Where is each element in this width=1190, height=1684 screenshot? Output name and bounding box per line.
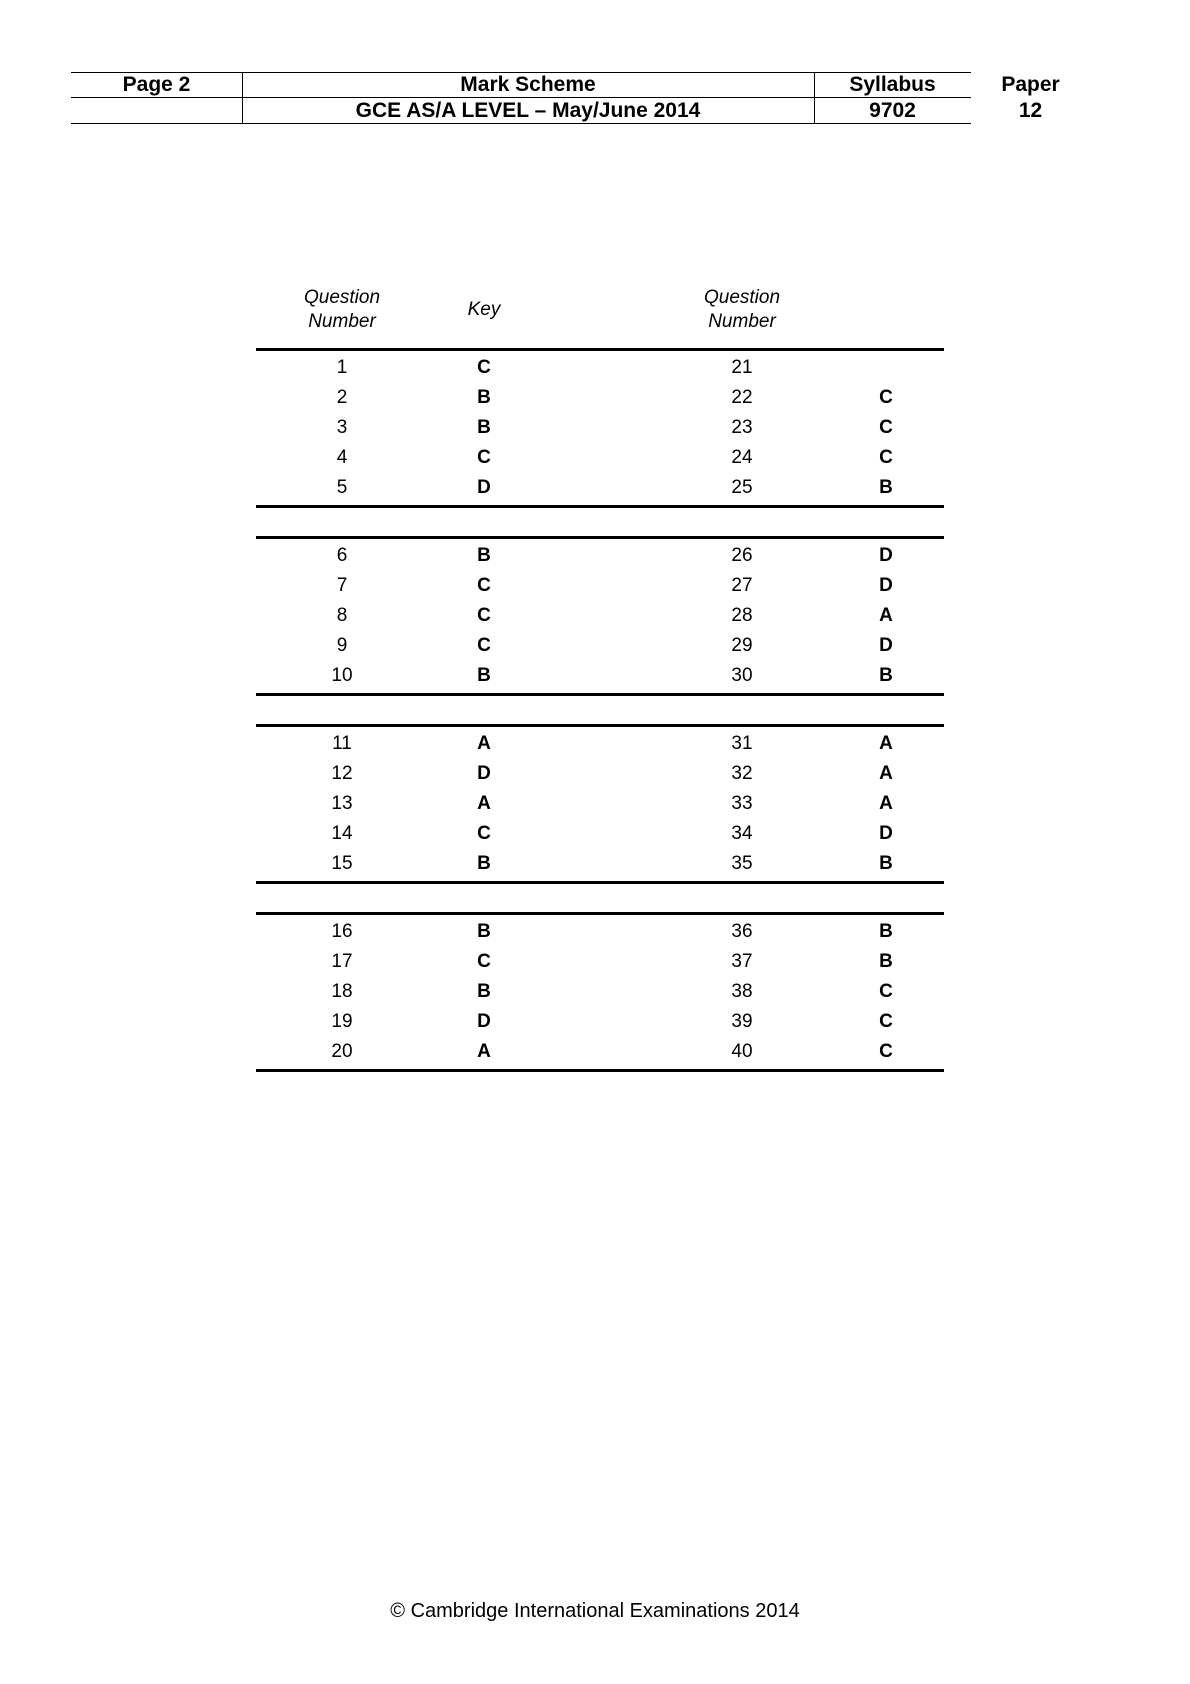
answer-key: A <box>879 763 893 784</box>
question-number-header-2: Question Number <box>703 287 781 332</box>
table-row <box>256 759 944 789</box>
table-header <box>256 286 944 348</box>
header-row-1 <box>71 72 1090 98</box>
answer-key: B <box>477 545 491 566</box>
header-row-2 <box>71 98 1090 124</box>
table-row <box>256 443 944 473</box>
syllabus-label: Syllabus <box>849 73 936 96</box>
syllabus-code: 9702 <box>869 99 916 122</box>
table-row <box>256 789 944 819</box>
question-number: 40 <box>731 1041 753 1062</box>
table-row <box>256 413 944 443</box>
question-number: 39 <box>731 1011 753 1032</box>
answer-key: A <box>477 733 491 754</box>
table-row <box>256 571 944 601</box>
answer-key: A <box>879 793 893 814</box>
question-number: 25 <box>731 477 753 498</box>
answer-key: B <box>879 921 893 942</box>
question-number: 29 <box>731 635 753 656</box>
question-number: 24 <box>731 447 753 468</box>
answer-key: D <box>477 763 491 784</box>
question-number: 31 <box>731 733 753 754</box>
question-number: 8 <box>336 605 348 626</box>
answer-key: B <box>477 981 491 1002</box>
answer-key: C <box>879 417 893 438</box>
question-number: 2 <box>336 387 348 408</box>
answer-key: B <box>879 477 893 498</box>
question-number: 34 <box>731 823 753 844</box>
answer-key-table <box>256 286 944 1072</box>
answer-key: B <box>879 853 893 874</box>
answer-key: C <box>879 387 893 408</box>
question-number: 37 <box>731 951 753 972</box>
answer-key: C <box>477 823 491 844</box>
question-number-header-1: Question Number <box>303 287 381 332</box>
answer-key: D <box>879 545 893 566</box>
question-number: 35 <box>731 853 753 874</box>
question-number: 32 <box>731 763 753 784</box>
question-number: 12 <box>331 763 353 784</box>
question-number: 28 <box>731 605 753 626</box>
exam-subtitle: GCE AS/A LEVEL – May/June 2014 <box>355 99 701 122</box>
table-row <box>256 383 944 413</box>
question-group <box>256 348 944 508</box>
table-row <box>256 541 944 571</box>
question-number: 19 <box>331 1011 353 1032</box>
question-number: 16 <box>331 921 353 942</box>
question-number: 27 <box>731 575 753 596</box>
table-row <box>256 729 944 759</box>
answer-key: D <box>879 575 893 596</box>
answer-key: B <box>879 665 893 686</box>
table-row <box>256 917 944 947</box>
question-number: 13 <box>331 793 353 814</box>
question-number: 38 <box>731 981 753 1002</box>
answer-key: C <box>477 447 491 468</box>
paper-number: 12 <box>1018 99 1043 122</box>
table-row <box>256 1037 944 1067</box>
table-row <box>256 947 944 977</box>
question-number: 22 <box>731 387 753 408</box>
question-number: 11 <box>332 733 352 754</box>
page-header <box>71 72 1090 124</box>
answer-key: C <box>879 981 893 1002</box>
question-number: 17 <box>331 951 353 972</box>
key-header-1: Key <box>467 299 501 320</box>
question-number: 21 <box>731 357 753 378</box>
page-number: Page 2 <box>122 73 191 96</box>
question-number: 4 <box>336 447 348 468</box>
table-row <box>256 819 944 849</box>
question-group <box>256 912 944 1072</box>
question-number: 14 <box>331 823 353 844</box>
question-number: 18 <box>331 981 353 1002</box>
question-number: 20 <box>331 1041 353 1062</box>
table-row <box>256 977 944 1007</box>
question-number: 33 <box>731 793 753 814</box>
paper-label: Paper <box>1001 73 1060 96</box>
answer-key: C <box>477 605 491 626</box>
table-row <box>256 473 944 503</box>
question-number: 36 <box>731 921 753 942</box>
answer-key: B <box>477 387 491 408</box>
copyright-footer: © Cambridge International Examinations 2014 <box>390 1600 800 1622</box>
question-number: 3 <box>336 417 348 438</box>
question-number: 5 <box>336 477 348 498</box>
answer-key: D <box>477 1011 491 1032</box>
table-row <box>256 631 944 661</box>
question-number: 23 <box>731 417 753 438</box>
answer-key: A <box>477 793 491 814</box>
answer-key: C <box>477 575 491 596</box>
answer-key: A <box>477 1041 491 1062</box>
question-number: 30 <box>731 665 753 686</box>
question-group <box>256 536 944 696</box>
table-row <box>256 601 944 631</box>
answer-key: C <box>879 1011 893 1032</box>
table-row <box>256 661 944 691</box>
answer-key: C <box>477 635 491 656</box>
answer-key: A <box>879 733 893 754</box>
question-group <box>256 724 944 884</box>
answer-key: B <box>879 951 893 972</box>
answer-key: B <box>477 921 491 942</box>
answer-key: A <box>879 605 893 626</box>
question-number: 6 <box>336 545 348 566</box>
table-row <box>256 849 944 879</box>
answer-key: C <box>477 951 491 972</box>
answer-key: B <box>477 853 491 874</box>
question-number: 10 <box>331 665 353 686</box>
table-body <box>256 348 944 1072</box>
answer-key: D <box>879 823 893 844</box>
answer-key: C <box>879 447 893 468</box>
answer-key: D <box>879 635 893 656</box>
answer-key: C <box>879 1041 893 1062</box>
question-number: 1 <box>336 357 348 378</box>
answer-key: D <box>477 477 491 498</box>
question-number: 7 <box>336 575 348 596</box>
question-number: 9 <box>336 635 348 656</box>
table-row <box>256 1007 944 1037</box>
document-title: Mark Scheme <box>460 73 596 96</box>
answer-key: C <box>477 357 491 378</box>
answer-key: B <box>477 665 491 686</box>
question-number: 15 <box>331 853 353 874</box>
header-empty-cell <box>71 98 242 124</box>
question-number: 26 <box>731 545 753 566</box>
table-row <box>256 353 944 383</box>
answer-key: B <box>477 417 491 438</box>
